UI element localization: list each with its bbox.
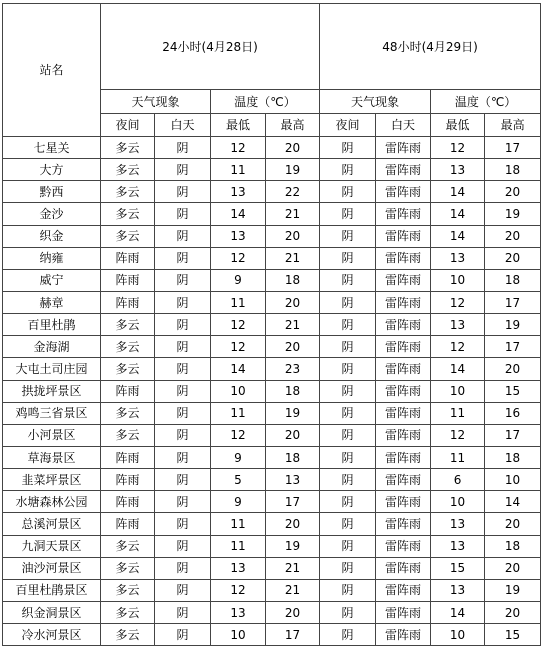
table-row [3,314,541,336]
day1-header: 24小时(4月28日) [101,4,320,90]
station-name: 纳雍 [3,247,101,269]
day1-night-weather: 多云 [101,181,155,203]
day2-day-weather: 雷阵雨 [376,469,431,491]
table-row [3,358,541,380]
day1-day-weather: 阴 [155,446,211,468]
day1-day-weather: 阴 [155,579,211,601]
station-name: 冷水河景区 [3,624,101,646]
table-row [3,137,541,159]
station-name: 金海湖 [3,336,101,358]
day2-night-weather: 阴 [320,469,376,491]
day2-temp-header: 温度（℃） [431,90,541,114]
day2-high-header: 最高 [485,114,541,137]
table-row [3,291,541,313]
day1-night-weather: 多云 [101,225,155,247]
table-row [3,269,541,291]
day1-high-temp: 21 [266,557,320,579]
day2-day-weather: 雷阵雨 [376,203,431,225]
day2-low-header: 最低 [431,114,485,137]
day2-low-temp: 10 [431,380,485,402]
day2-low-temp: 11 [431,446,485,468]
day2-high-temp: 14 [485,491,541,513]
day2-high-temp: 15 [485,624,541,646]
day2-header: 48小时(4月29日) [320,4,541,90]
day2-low-temp: 14 [431,203,485,225]
day1-low-temp: 14 [211,203,266,225]
day1-high-temp: 20 [266,424,320,446]
day2-high-temp: 17 [485,291,541,313]
day2-low-temp: 13 [431,579,485,601]
day1-day-weather: 阴 [155,336,211,358]
day2-day-header: 白天 [376,114,431,137]
day1-night-weather: 阵雨 [101,247,155,269]
day2-low-temp: 12 [431,336,485,358]
table-row [3,579,541,601]
day2-low-temp: 13 [431,535,485,557]
day2-night-header: 夜间 [320,114,376,137]
day2-low-temp: 10 [431,491,485,513]
station-name: 韭菜坪景区 [3,469,101,491]
station-name: 金沙 [3,203,101,225]
day2-night-weather: 阴 [320,336,376,358]
day2-day-weather: 雷阵雨 [376,336,431,358]
day2-day-weather: 雷阵雨 [376,446,431,468]
day1-day-weather: 阴 [155,203,211,225]
day2-day-weather: 雷阵雨 [376,624,431,646]
day2-low-temp: 13 [431,314,485,336]
station-header: 站名 [3,4,101,137]
table-row [3,159,541,181]
day2-day-weather: 雷阵雨 [376,314,431,336]
day1-low-temp: 9 [211,491,266,513]
day2-day-weather: 雷阵雨 [376,291,431,313]
day2-night-weather: 阴 [320,624,376,646]
day1-low-temp: 13 [211,225,266,247]
day1-low-temp: 9 [211,269,266,291]
day2-high-temp: 18 [485,269,541,291]
day1-day-weather: 阴 [155,380,211,402]
day1-night-weather: 阵雨 [101,269,155,291]
day2-high-temp: 20 [485,247,541,269]
day1-night-weather: 阵雨 [101,380,155,402]
day1-low-temp: 12 [211,247,266,269]
day1-high-temp: 20 [266,513,320,535]
day1-day-header: 白天 [155,114,211,137]
day2-day-weather: 雷阵雨 [376,247,431,269]
day2-day-weather: 雷阵雨 [376,137,431,159]
day2-low-temp: 6 [431,469,485,491]
day2-low-temp: 12 [431,291,485,313]
day2-high-temp: 17 [485,424,541,446]
day2-night-weather: 阴 [320,402,376,424]
day2-high-temp: 20 [485,557,541,579]
day2-night-weather: 阴 [320,137,376,159]
table-row [3,203,541,225]
day1-day-weather: 阴 [155,269,211,291]
day1-day-weather: 阴 [155,535,211,557]
day1-high-temp: 13 [266,469,320,491]
day2-high-temp: 19 [485,314,541,336]
day2-high-temp: 18 [485,535,541,557]
day1-low-temp: 13 [211,557,266,579]
day1-weather-header: 天气现象 [101,90,211,114]
station-name: 大方 [3,159,101,181]
day2-low-temp: 14 [431,358,485,380]
day2-low-temp: 13 [431,513,485,535]
station-name: 鸡鸣三省景区 [3,402,101,424]
day1-day-weather: 阴 [155,358,211,380]
day2-day-weather: 雷阵雨 [376,491,431,513]
day2-night-weather: 阴 [320,358,376,380]
day2-night-weather: 阴 [320,269,376,291]
day2-day-weather: 雷阵雨 [376,601,431,623]
day1-night-weather: 多云 [101,159,155,181]
day1-high-header: 最高 [266,114,320,137]
station-name: 草海景区 [3,446,101,468]
day1-night-weather: 多云 [101,358,155,380]
day1-low-temp: 11 [211,513,266,535]
day1-high-temp: 19 [266,159,320,181]
day1-low-temp: 13 [211,601,266,623]
day1-night-weather: 多云 [101,579,155,601]
day1-night-weather: 多云 [101,314,155,336]
day2-night-weather: 阴 [320,225,376,247]
day1-high-temp: 21 [266,203,320,225]
day2-high-temp: 15 [485,380,541,402]
day2-high-temp: 19 [485,203,541,225]
day1-low-temp: 12 [211,336,266,358]
day2-high-temp: 20 [485,181,541,203]
table-row [3,181,541,203]
day1-low-temp: 12 [211,424,266,446]
day2-night-weather: 阴 [320,291,376,313]
day2-night-weather: 阴 [320,247,376,269]
day2-day-weather: 雷阵雨 [376,159,431,181]
day1-low-temp: 12 [211,137,266,159]
day2-day-weather: 雷阵雨 [376,513,431,535]
day2-night-weather: 阴 [320,181,376,203]
day2-weather-header: 天气现象 [320,90,431,114]
day1-day-weather: 阴 [155,402,211,424]
day2-high-temp: 10 [485,469,541,491]
station-name: 织金 [3,225,101,247]
day1-low-temp: 13 [211,181,266,203]
day2-day-weather: 雷阵雨 [376,380,431,402]
day2-low-temp: 10 [431,624,485,646]
day1-night-weather: 多云 [101,137,155,159]
table-row [3,336,541,358]
day1-high-temp: 17 [266,624,320,646]
day1-day-weather: 阴 [155,624,211,646]
day2-high-temp: 18 [485,446,541,468]
day1-night-weather: 多云 [101,203,155,225]
day2-high-temp: 18 [485,159,541,181]
day1-low-temp: 11 [211,402,266,424]
day2-night-weather: 阴 [320,513,376,535]
table-row [3,535,541,557]
day1-day-weather: 阴 [155,314,211,336]
day1-day-weather: 阴 [155,557,211,579]
day1-night-weather: 多云 [101,601,155,623]
day1-low-temp: 9 [211,446,266,468]
day2-low-temp: 12 [431,137,485,159]
table-row [3,446,541,468]
day2-day-weather: 雷阵雨 [376,424,431,446]
day1-day-weather: 阴 [155,247,211,269]
day2-night-weather: 阴 [320,380,376,402]
day1-night-weather: 阵雨 [101,446,155,468]
day2-night-weather: 阴 [320,446,376,468]
day2-day-weather: 雷阵雨 [376,557,431,579]
day2-day-weather: 雷阵雨 [376,269,431,291]
table-row [3,380,541,402]
day1-high-temp: 20 [266,137,320,159]
day1-night-weather: 多云 [101,424,155,446]
day1-day-weather: 阴 [155,159,211,181]
table-row [3,513,541,535]
day2-low-temp: 13 [431,247,485,269]
table-row [3,624,541,646]
day2-night-weather: 阴 [320,601,376,623]
day1-day-weather: 阴 [155,424,211,446]
station-name: 威宁 [3,269,101,291]
station-name: 黔西 [3,181,101,203]
day1-low-temp: 10 [211,624,266,646]
day2-high-temp: 17 [485,137,541,159]
day2-low-temp: 15 [431,557,485,579]
day2-day-weather: 雷阵雨 [376,358,431,380]
day1-day-weather: 阴 [155,601,211,623]
day1-high-temp: 18 [266,269,320,291]
day1-low-header: 最低 [211,114,266,137]
day2-night-weather: 阴 [320,491,376,513]
day1-high-temp: 21 [266,247,320,269]
day1-high-temp: 17 [266,491,320,513]
day1-day-weather: 阴 [155,291,211,313]
day2-night-weather: 阴 [320,424,376,446]
day1-night-weather: 多云 [101,402,155,424]
day1-low-temp: 14 [211,358,266,380]
day1-night-weather: 阵雨 [101,469,155,491]
day2-night-weather: 阴 [320,557,376,579]
table-row [3,424,541,446]
day2-night-weather: 阴 [320,579,376,601]
day1-high-temp: 20 [266,225,320,247]
station-name: 大屯土司庄园 [3,358,101,380]
day1-high-temp: 20 [266,601,320,623]
day1-high-temp: 21 [266,579,320,601]
day1-night-weather: 阵雨 [101,491,155,513]
day1-low-temp: 11 [211,291,266,313]
day2-day-weather: 雷阵雨 [376,402,431,424]
day2-low-temp: 14 [431,225,485,247]
day1-temp-header: 温度（℃） [211,90,320,114]
day1-night-weather: 多云 [101,535,155,557]
day2-day-weather: 雷阵雨 [376,181,431,203]
day1-low-temp: 11 [211,159,266,181]
table-row [3,601,541,623]
day1-night-weather: 多云 [101,624,155,646]
day2-low-temp: 13 [431,159,485,181]
day2-high-temp: 20 [485,358,541,380]
day2-day-weather: 雷阵雨 [376,579,431,601]
table-row [3,557,541,579]
day1-day-weather: 阴 [155,137,211,159]
station-name: 百里杜鹃 [3,314,101,336]
day2-night-weather: 阴 [320,535,376,557]
day1-night-weather: 多云 [101,336,155,358]
day1-low-temp: 12 [211,579,266,601]
table-row [3,247,541,269]
table-row [3,469,541,491]
day1-day-weather: 阴 [155,491,211,513]
station-name: 织金洞景区 [3,601,101,623]
day2-high-temp: 20 [485,513,541,535]
day2-night-weather: 阴 [320,203,376,225]
station-name: 拱拢坪景区 [3,380,101,402]
day2-low-temp: 11 [431,402,485,424]
forecast-table [2,3,541,646]
day1-high-temp: 20 [266,336,320,358]
day1-night-weather: 多云 [101,557,155,579]
day2-day-weather: 雷阵雨 [376,535,431,557]
day2-low-temp: 10 [431,269,485,291]
day1-high-temp: 19 [266,402,320,424]
day1-high-temp: 22 [266,181,320,203]
day1-day-weather: 阴 [155,513,211,535]
table-body [3,137,541,646]
day1-high-temp: 18 [266,380,320,402]
station-name: 九洞天景区 [3,535,101,557]
station-name: 赫章 [3,291,101,313]
day1-low-temp: 12 [211,314,266,336]
day1-high-temp: 20 [266,291,320,313]
day2-low-temp: 14 [431,601,485,623]
day1-high-temp: 23 [266,358,320,380]
station-name: 七星关 [3,137,101,159]
station-name: 百里杜鹃景区 [3,579,101,601]
day2-day-weather: 雷阵雨 [376,225,431,247]
table-row [3,225,541,247]
day2-high-temp: 20 [485,225,541,247]
station-name: 小河景区 [3,424,101,446]
station-name: 油沙河景区 [3,557,101,579]
day1-day-weather: 阴 [155,225,211,247]
day2-high-temp: 20 [485,601,541,623]
day1-day-weather: 阴 [155,469,211,491]
day1-night-weather: 阵雨 [101,291,155,313]
day2-high-temp: 17 [485,336,541,358]
day2-night-weather: 阴 [320,159,376,181]
day2-high-temp: 19 [485,579,541,601]
day1-high-temp: 19 [266,535,320,557]
day1-low-temp: 11 [211,535,266,557]
day1-night-weather: 阵雨 [101,513,155,535]
day1-high-temp: 21 [266,314,320,336]
day1-high-temp: 18 [266,446,320,468]
day1-night-header: 夜间 [101,114,155,137]
day1-low-temp: 10 [211,380,266,402]
table-row [3,402,541,424]
day2-low-temp: 12 [431,424,485,446]
day1-low-temp: 5 [211,469,266,491]
table-row [3,491,541,513]
day2-high-temp: 16 [485,402,541,424]
day2-night-weather: 阴 [320,314,376,336]
day1-day-weather: 阴 [155,181,211,203]
station-name: 总溪河景区 [3,513,101,535]
station-name: 水塘森林公园 [3,491,101,513]
table-header [3,4,541,137]
day2-low-temp: 14 [431,181,485,203]
